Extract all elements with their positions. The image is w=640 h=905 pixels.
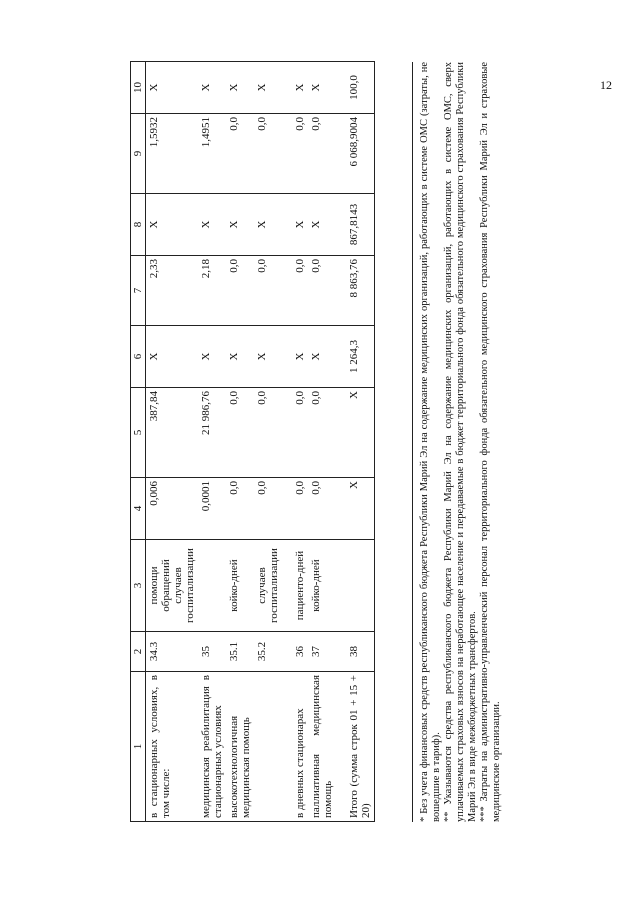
cell-note: помощи обращений xyxy=(148,559,172,612)
table-row xyxy=(254,62,282,822)
table-cell-c3 xyxy=(336,540,375,632)
footnotes xyxy=(412,62,503,822)
table-cell-c6: X xyxy=(308,326,336,388)
table-cell-c2: 37 xyxy=(308,632,336,672)
table-cell-c10: X xyxy=(282,62,308,114)
table-cell-c8: X xyxy=(282,194,308,256)
table-cell-c8: 867,8143 xyxy=(336,194,375,256)
header-row xyxy=(131,62,146,822)
table-cell-c10: X xyxy=(226,62,254,114)
table-cell-c7: 2,33 xyxy=(146,256,199,326)
table-cell-c4: 0,006 xyxy=(146,478,199,540)
table-cell-c5: 387,84 xyxy=(146,388,199,478)
table-cell-c10: X xyxy=(146,62,199,114)
table-cell-c7: 0,0 xyxy=(226,256,254,326)
table-cell-c5: X xyxy=(336,388,375,478)
header-cell: 4 xyxy=(131,478,146,540)
table-cell-c6: X xyxy=(254,326,282,388)
table-cell-c1: паллиативная медицинская помощь xyxy=(308,672,336,822)
table-cell-c6: X xyxy=(282,326,308,388)
table-cell-c10: X xyxy=(308,62,336,114)
table-cell-c7: 8 863,76 xyxy=(336,256,375,326)
table-cell-c4: 0,0 xyxy=(226,478,254,540)
table-cell-c5: 21 986,76 xyxy=(198,388,226,478)
table-cell-c6: X xyxy=(146,326,199,388)
table-cell-c3 xyxy=(146,540,199,632)
table-cell-c2: 35.1 xyxy=(226,632,254,672)
table-cell-c2: 34.3 xyxy=(146,632,199,672)
table-cell-c5: 0,0 xyxy=(282,388,308,478)
table-cell-c3: пациенто-дней xyxy=(282,540,308,632)
table-cell-c4: 0,0001 xyxy=(198,478,226,540)
table-cell-c4: X xyxy=(336,478,375,540)
table-cell-c9: 1,4951 xyxy=(198,114,226,194)
footnote: *** Затраты на административно-управленческий персонал территориального фонда обязательного медицинского страхования Республики Марий Эл и страховые медицинские организации. xyxy=(479,62,502,822)
table-cell-c7: 0,0 xyxy=(254,256,282,326)
header-cell: 6 xyxy=(131,326,146,388)
table-cell-c9: 6 068,9004 xyxy=(336,114,375,194)
header-cell: 3 xyxy=(131,540,146,632)
table-cell-c9: 0,0 xyxy=(308,114,336,194)
table-row xyxy=(336,62,375,822)
footnote: * Без учета финансовых средств республиканского бюджета Республики Марий Эл на содержание медицинских организаций, работающих в системе ОМС (затраты, не вошедшие в тариф). xyxy=(419,62,442,822)
table-cell-c2: 35 xyxy=(198,632,226,672)
table-cell-c5: 0,0 xyxy=(308,388,336,478)
table-cell-c2: 35.2 xyxy=(254,632,282,672)
data-table xyxy=(130,61,375,822)
header-cell: 5 xyxy=(131,388,146,478)
table-cell-c4: 0,0 xyxy=(254,478,282,540)
table-cell-c3: койко-дней xyxy=(308,540,336,632)
table-cell-c9: 1,5932 xyxy=(146,114,199,194)
table-cell-c3 xyxy=(198,540,226,632)
table-row xyxy=(308,62,336,822)
table-cell-c1: высокотехнологичная медицинская помощь xyxy=(226,672,254,822)
table-cell-c8: X xyxy=(146,194,199,256)
table-cell-c6: 1 264,3 xyxy=(336,326,375,388)
footnote: ** Указываются средства республиканского бюджета Республики Марий Эл на содержание медицинских организаций, работающих в системе ОМС, сверх уплачиваемых страховых взносов на неработающее население и передаваемые в бюджет территориального фонда обязательного медицинского страхования Республики Марий Эл в виде межбюджетных трансфертов. xyxy=(443,62,478,822)
table-cell-c4: 0,0 xyxy=(282,478,308,540)
table-row xyxy=(282,62,308,822)
table-cell-c8: X xyxy=(198,194,226,256)
header-cell: 10 xyxy=(131,62,146,114)
table-cell-c6: X xyxy=(226,326,254,388)
table-cell-c3: койко-дней xyxy=(226,540,254,632)
header-cell: 8 xyxy=(131,194,146,256)
table-cell-c7: 0,0 xyxy=(282,256,308,326)
table-cell-c9: 0,0 xyxy=(254,114,282,194)
table-cell-c9: 0,0 xyxy=(226,114,254,194)
table-cell-c1: медицинская реабилитация в стационарных условиях xyxy=(198,672,226,822)
table-cell-c2: 36 xyxy=(282,632,308,672)
table-cell-c10: 100,0 xyxy=(336,62,375,114)
table-row xyxy=(226,62,254,822)
header-cell: 7 xyxy=(131,256,146,326)
header-cell: 1 xyxy=(131,672,146,822)
cell-text: случаев госпитализации xyxy=(172,548,196,623)
table-cell-c9: 0,0 xyxy=(282,114,308,194)
table-cell-c1: в дневных стационарах xyxy=(282,672,308,822)
table-cell-c1: Итого (сумма строк 01 + 15 + 20) xyxy=(336,672,375,822)
table-cell-c8: X xyxy=(226,194,254,256)
table-cell-c6: X xyxy=(198,326,226,388)
table-cell-c2: 38 xyxy=(336,632,375,672)
table-cell-c5: 0,0 xyxy=(254,388,282,478)
table-cell-c3: случаев госпитализации xyxy=(254,540,282,632)
rotated-sheet xyxy=(82,52,582,852)
table-cell-c4: 0,0 xyxy=(308,478,336,540)
table-cell-c1: в стационарных условиях, в том числе: xyxy=(146,672,199,822)
table-cell-c5: 0,0 xyxy=(226,388,254,478)
table-row xyxy=(146,62,199,822)
table-cell-c8: X xyxy=(308,194,336,256)
table-cell-c8: X xyxy=(254,194,282,256)
page-number: 12 xyxy=(600,78,612,92)
header-cell: 9 xyxy=(131,114,146,194)
table-cell-c10: X xyxy=(254,62,282,114)
table-cell-c7: 0,0 xyxy=(308,256,336,326)
table-cell-c1 xyxy=(254,672,282,822)
table-row xyxy=(198,62,226,822)
table-cell-c10: X xyxy=(198,62,226,114)
header-cell: 2 xyxy=(131,632,146,672)
table-cell-c7: 2,18 xyxy=(198,256,226,326)
